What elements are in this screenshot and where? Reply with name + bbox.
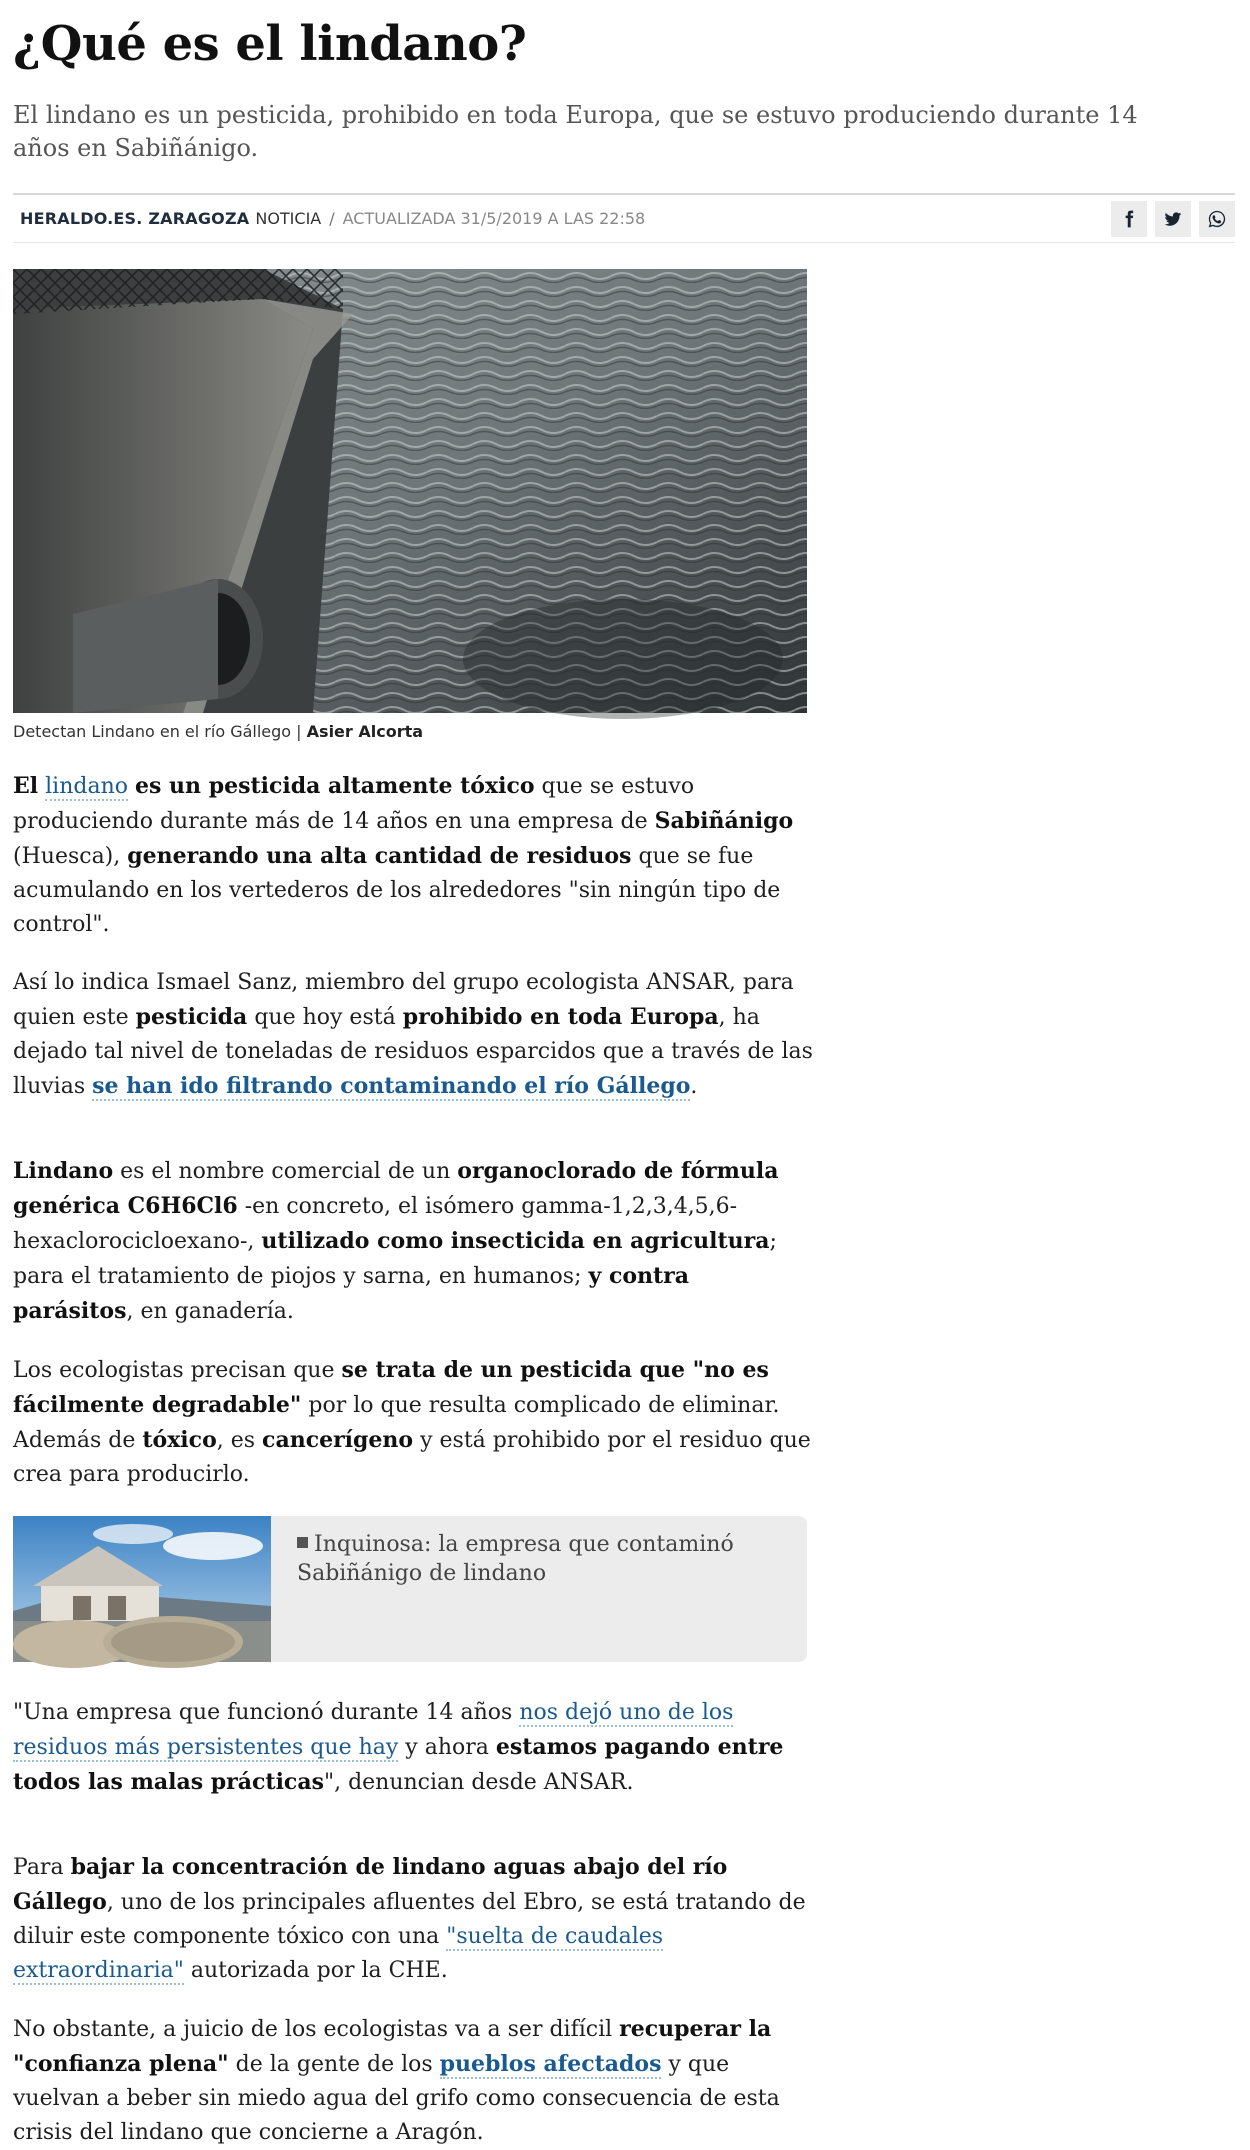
twitter-icon (1163, 209, 1183, 229)
paragraph-6 (13, 1850, 813, 1988)
p5-text-2: y ahora (398, 1735, 496, 1760)
p2-text-3: , ha dejado tal nivel de toneladas de residuos esparcidos que a través de las lluvias (13, 1005, 813, 1099)
p3-bold-2: organoclorado de fórmula genérica C6H6Cl6 (13, 1158, 779, 1219)
meta-separator: / (329, 209, 335, 228)
hero-photo-illustration (13, 269, 807, 713)
article-meta-bar (13, 193, 1235, 243)
hero-credit: Asier Alcorta (306, 722, 424, 741)
hero-image[interactable] (13, 269, 807, 713)
article-subtitle: El lindano es un pesticida, prohibido en toda Europa, que se estuvo produciendo durante 14 años en Sabiñánigo. (13, 101, 1138, 162)
share-buttons (1111, 201, 1235, 237)
hero-caption-separator: | (291, 722, 307, 741)
p3-text-2: -en concreto, el isómero gamma-1,2,3,4,5,6-hexaclorociclоexano-, (13, 1194, 738, 1254)
suelta-caudales-link[interactable]: "suelta de caudales extraordinaria" (13, 1924, 664, 1983)
hero-caption-text: Detectan Lindano en el río Gállego (13, 722, 292, 741)
meta-updated-date: ACTUALIZADA 31/5/2019 A LAS 22:58 (342, 209, 646, 228)
page-title: ¿Qué es el lindano? (13, 16, 527, 72)
p1-text-2: que se estuvo produciendo durante más de 14 años en una empresa de (13, 774, 695, 834)
related-article-title[interactable]: Inquinosa: la empresa que contaminó Sabiñánigo de lindano (297, 1532, 734, 1586)
p2-text-1: Así lo indica Ismael Sanz, miembro del grupo ecologista ANSAR, para quien este (13, 970, 794, 1030)
p4-text-2: por lo que resulta complicado de eliminar. Además de (13, 1393, 780, 1453)
paragraph-1 (13, 769, 813, 942)
share-twitter-button[interactable] (1155, 201, 1191, 237)
p1-text-4: que se fue acumulando en los vertederos de los alrededores "sin ningún tipo de control". (13, 844, 781, 937)
p1-text-3: (Huesca), (13, 844, 128, 869)
p7-text-3: y que vuelvan a beber sin miedo agua del grifo como consecuencia de esta crisis del lindano que concierne a Aragón. (13, 2052, 780, 2145)
related-article-text (271, 1516, 807, 1662)
p1-bold-2: es un pesticida altamente tóxico (135, 773, 535, 799)
p4-text-1: Los ecologistas precisan que (13, 1358, 342, 1383)
p1-bold-4: generando una alta cantidad de residuos (127, 843, 632, 869)
p7-text-2: de la gente de los (228, 2052, 440, 2077)
p1-bold-3: Sabiñánigo (654, 808, 794, 834)
p6-text-3: autorizada por la CHE. (183, 1958, 448, 1983)
p4-text-3: , es (216, 1428, 263, 1453)
paragraph-7 (13, 2012, 813, 2150)
p6-bold-1: bajar la concentración de lindano aguas abajo del río Gállego (13, 1854, 728, 1915)
p3-text-4: , en ganadería. (126, 1299, 294, 1324)
p5-text-3: ", denuncian desde ANSAR. (323, 1770, 634, 1795)
p3-text-3: ; para el tratamiento de piojos y sarna, en humanos; (13, 1229, 777, 1289)
p3-text-1: es el nombre comercial de un (113, 1159, 458, 1184)
facebook-icon (1119, 209, 1139, 229)
p4-bold-1: se trata de un pesticida que "no es fácilmente degradable" (13, 1357, 769, 1418)
p7-bold-1: recuperar la "confianza plena" (13, 2016, 772, 2077)
p3-bold-1: Lindano (13, 1158, 114, 1184)
p1-bold-1: El (13, 773, 39, 799)
p7-text-1: No obstante, a juicio de los ecologistas va a ser difícil (13, 2017, 620, 2042)
related-bullet-icon (297, 1537, 308, 1548)
p4-bold-3: cancerígeno (262, 1427, 414, 1453)
meta-source[interactable]: HERALDO.ES. ZARAGOZA (20, 209, 250, 228)
share-facebook-button[interactable] (1111, 201, 1147, 237)
p4-bold-2: tóxico (142, 1427, 217, 1453)
whatsapp-icon (1207, 209, 1227, 229)
p2-text-4: . (690, 1074, 698, 1099)
related-article-thumbnail (13, 1516, 271, 1662)
paragraph-2 (13, 966, 813, 1104)
p6-text-2: , uno de los principales afluentes del Ebro, se está tratando de diluir este componente tóxico con una (13, 1890, 806, 1949)
paragraph-3 (13, 1154, 813, 1329)
p2-text-2: que hoy está (247, 1005, 403, 1030)
share-whatsapp-button[interactable] (1199, 201, 1235, 237)
p6-text-1: Para (13, 1855, 71, 1880)
p3-bold-4: y contra parásitos (13, 1263, 690, 1324)
rio-gallego-link[interactable]: se han ido filtrando contaminando el río Gállego (92, 1073, 691, 1099)
p4-text-4: y está prohibido por el residuo que crea para producirlo. (13, 1428, 811, 1487)
hero-caption (13, 721, 1237, 743)
paragraph-5 (13, 1696, 813, 1800)
paragraph-4 (13, 1353, 813, 1492)
lindano-link[interactable]: lindano (45, 774, 128, 799)
pueblos-afectados-link[interactable]: pueblos afectados (439, 2051, 662, 2077)
meta-type: NOTICIA (255, 209, 322, 228)
residuos-persistentes-link[interactable]: nos dejó uno de los residuos más persistentes que hay (13, 1700, 734, 1760)
p2-bold-1: pesticida (135, 1004, 248, 1030)
hero-figure (13, 269, 1237, 743)
p5-bold-1: estamos pagando entre todos las malas prácticas (13, 1734, 784, 1795)
p3-bold-3: utilizado como insecticida en agricultura (261, 1228, 770, 1254)
p2-bold-2: prohibido en toda Europa (402, 1004, 719, 1030)
p5-text-1: "Una empresa que funcionó durante 14 años (13, 1700, 520, 1725)
related-article-card[interactable] (13, 1516, 807, 1662)
article-body (13, 769, 813, 2150)
